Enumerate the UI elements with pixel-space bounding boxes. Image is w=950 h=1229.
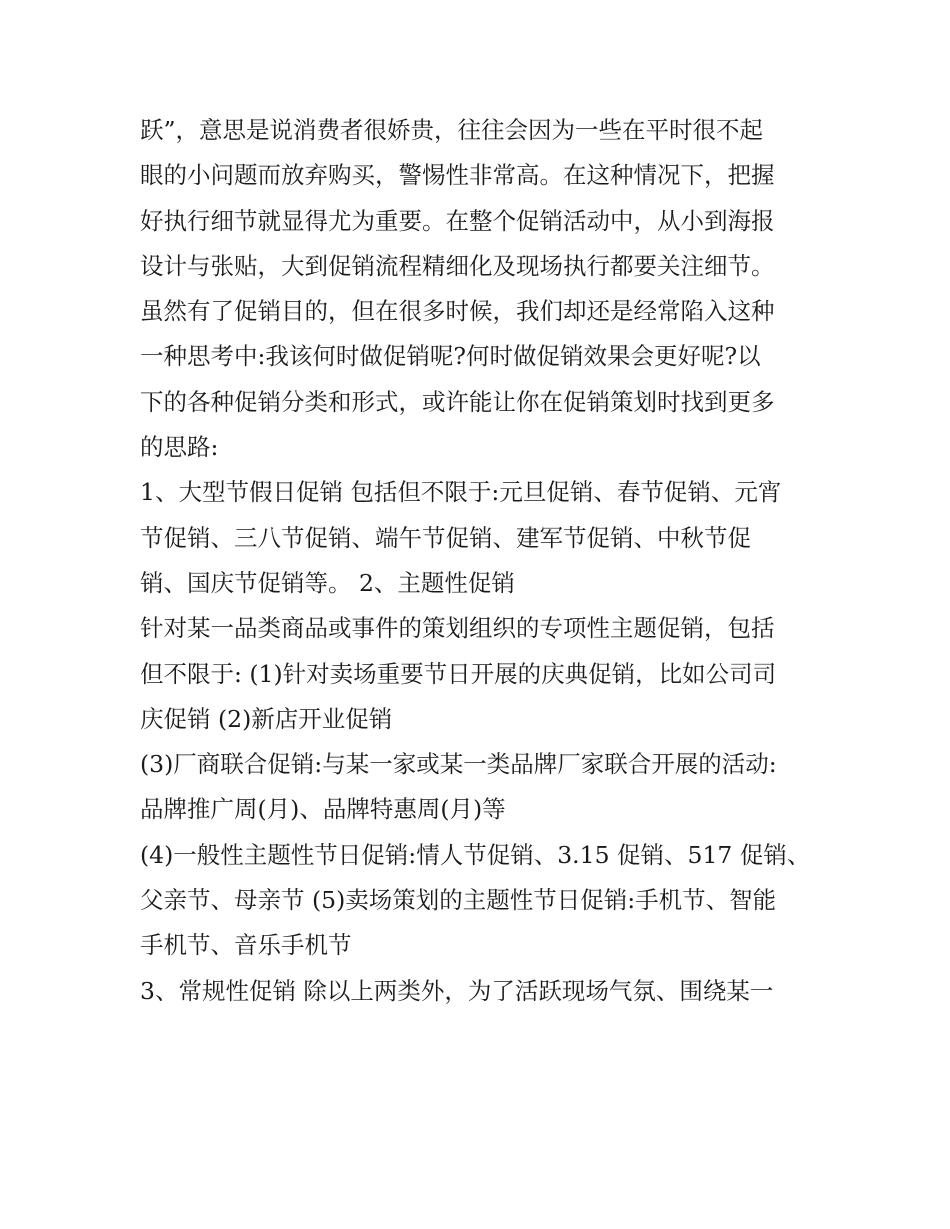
- text-line: 1、大型节假日促销 包括但不限于:元旦促销、春节促销、元宵: [140, 478, 782, 507]
- text-line: 品牌推广周(月)、品牌特惠周(月)等: [140, 795, 506, 824]
- text-line: 父亲节、母亲节 (5)卖场策划的主题性节日促销:手机节、智能: [140, 886, 777, 915]
- text-line: 下的各种促销分类和形式，或许能让你在促销策划时找到更多: [140, 387, 775, 416]
- text-line: 庆促销 (2)新店开业促销: [140, 704, 393, 733]
- text-line: 眼的小问题而放弃购买，警惕性非常高。在这种情况下，把握: [140, 161, 775, 190]
- document-body: [140, 108, 830, 1014]
- text-line: 虽然有了促销目的，但在很多时候，我们却还是经常陷入这种: [140, 297, 775, 326]
- text-line: 销、国庆节促销等。 2、主题性促销: [140, 568, 515, 597]
- text-line: 跃”，意思是说消费者很娇贵，往往会因为一些在平时很不起: [140, 116, 764, 144]
- text-line: 的思路:: [140, 433, 219, 462]
- text-line: (3)厂商联合促销:与某一家或某一类品牌厂家联合开展的活动:: [140, 750, 777, 779]
- text-line: 3、常规性促销 除以上两类外，为了活跃现场气氛、围绕某一: [140, 976, 774, 1005]
- text-line: 设计与张贴，大到促销流程精细化及现场执行都要关注细节。: [140, 251, 775, 280]
- text-line: 但不限于: (1)针对卖场重要节日开展的庆典促销，比如公司司: [140, 659, 777, 688]
- text-line: 好执行细节就显得尤为重要。在整个促销活动中，从小到海报: [140, 206, 775, 235]
- text-line: (4)一般性主题性节日促销:情人节促销、3.15 促销、517 促销、: [140, 840, 811, 869]
- text-line: 针对某一品类商品或事件的策划组织的专项性主题促销，包括: [140, 614, 775, 643]
- text-line: 节促销、三八节促销、端午节促销、建军节促销、中秋节促: [140, 523, 751, 552]
- text-line: 手机节、音乐手机节: [140, 931, 352, 960]
- text-line: 一种思考中:我该何时做促销呢?何时做促销效果会更好呢?以: [140, 342, 761, 371]
